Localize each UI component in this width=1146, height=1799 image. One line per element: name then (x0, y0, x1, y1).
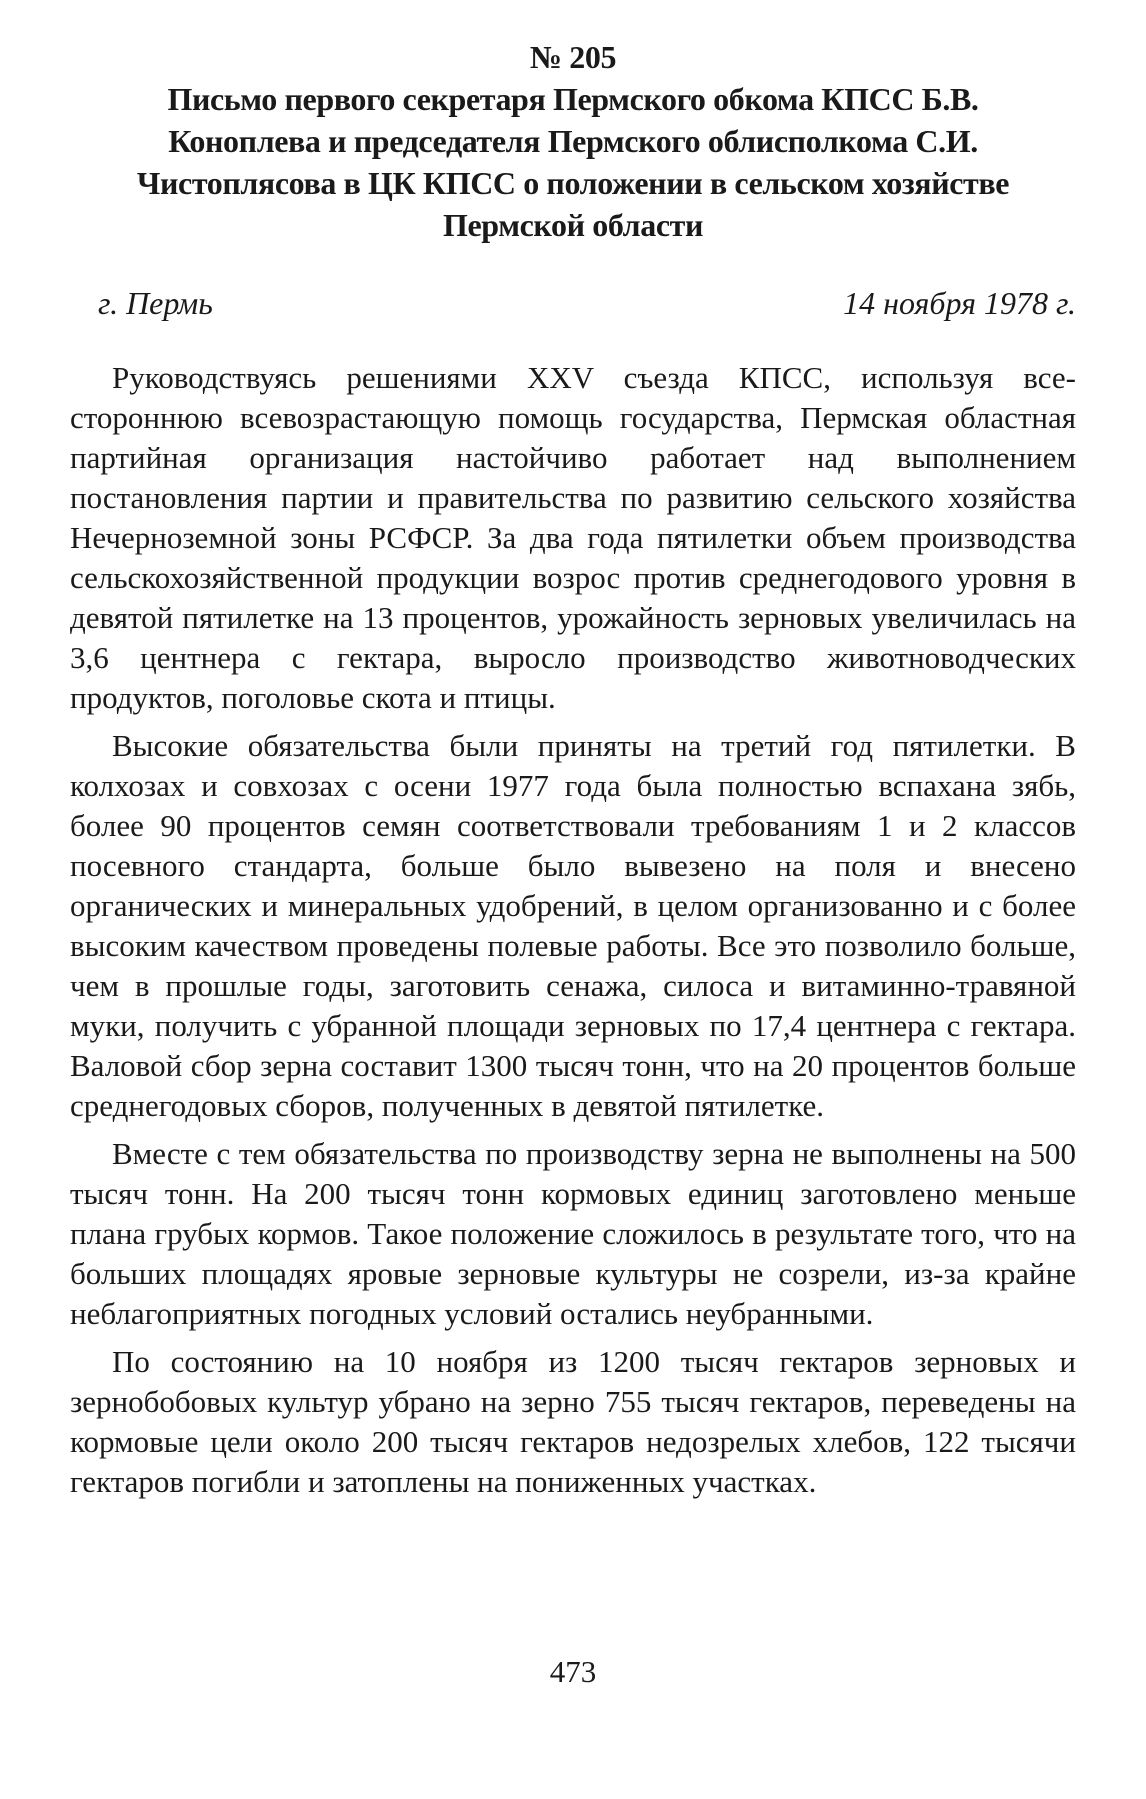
paragraph-4: По состоянию на 10 ноября из 1200 тысяч гектаров зерновых и зернобобовых культур убрано на зерно 755 тысяч гектаров, переведены на кормовые цели около 200 тысяч гектаров недозрелых хлебов, 122 тысячи гектаров погибли и затоплены на пониженных участках. (70, 1344, 1076, 1499)
place-date-line (70, 282, 1076, 324)
document-body (70, 358, 1076, 1502)
document-place: г. Пермь (98, 285, 213, 321)
paragraph-3: Вместе с тем обязательства по производству зерна не выполнены на 500 тысяч тонн. На 200 тысяч тонн кормовых единиц заготовлено меньше плана грубых кормов. Такое положение сложилось в результате того, что на больших площадях яровые зерновые культуры не созрели, из-за крайне неблагоприятных погодных условий остались неубранными. (70, 1136, 1076, 1331)
page-number: 473 (549, 1654, 597, 1689)
document-header (70, 36, 1076, 246)
paragraph-2: Высокие обязательства были приняты на третий год пятилетки. В колхозах и совхозах с осени 1977 года была полностью вспахана зябь, более 90 процентов семян соответствовали требованиям 1 и 2 классов посевного стандарта, больше было вывезено на поля и внесено органических и минеральных удобрений, в целом организованно и с более высоким качеством проведены полевые работы. Все это позволило больше, чем в прошлые годы, заготовить сенажа, силоса и витаминно-травяной муки, получить с убранной площади зерновых по 17,4 центнера с гектара. Валовой сбор зерна составит 1300 тысяч тонн, что на 20 процентов больше среднегодовых сборов, полученных в девятой пятилетке. (70, 728, 1076, 1123)
document-date: 14 ноября 1978 г. (843, 285, 1076, 321)
document-number: № 205 (529, 39, 617, 75)
document-title: Письмо первого секретаря Пермского обкома КПСС Б.В. Коноплева и председателя Пермского облисполкома С.И. Чистоплясова в ЦК КПСС о положении в сельском хозяйстве Пермской области (136, 81, 1010, 243)
paragraph-1: Руководствуясь решениями XXV съезда КПСС, используя всестороннюю всевозрастающую помощь государства, Пермская областная партийная организация настойчиво работает над выполнением постановления партии и правительства по развитию сельского хозяйства Нечерноземной зоны РСФСР. За два года пятилетки объем производства сельскохозяйственной продукции возрос против среднегодового уровня в девятой пятилетке на 13 процентов, урожайность зерновых увеличилась на 3,6 центнера с гектара, выросло производство животноводческих продуктов, поголовье скота и птицы. (70, 360, 1076, 715)
document-page (70, 36, 1076, 1510)
